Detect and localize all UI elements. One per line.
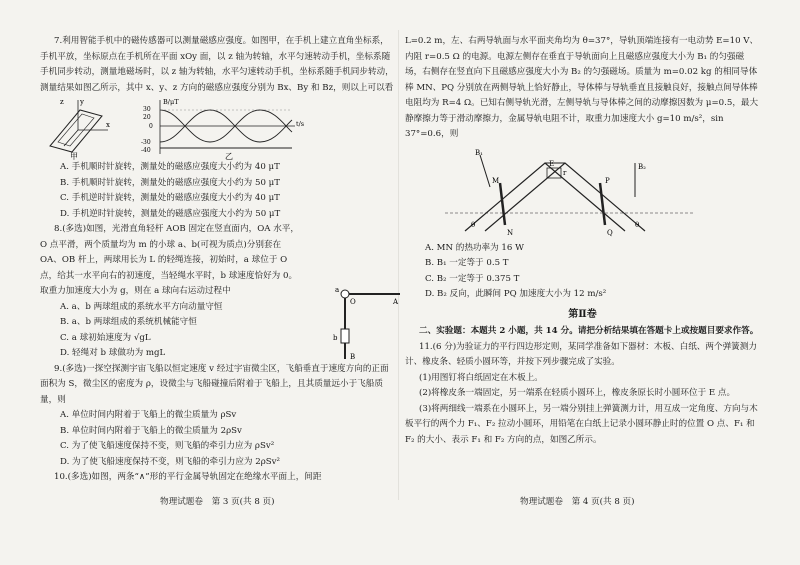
right-page (405, 34, 760, 448)
tick-neg30: -30 (141, 139, 151, 146)
q8-option-c: C. a 球初始速度为 √gL (60, 332, 151, 343)
label-theta-left: θ (471, 220, 476, 229)
fig-label-B: B (350, 353, 356, 361)
svg-text:z: z (60, 98, 64, 106)
q9-option-a: A. 单位时间内附着于飞船上的微尘质量为 ρSv (60, 410, 237, 420)
q8-option-a: A. a、b 两球组成的系统水平方向动量守恒 (60, 301, 223, 312)
q9-option-c: C. 为了使飞船速度保持不变，则飞船的牵引力应为 ρSv² (60, 441, 275, 451)
q9-option-d: D. 为了使飞船速度保持不变，则飞船的牵引力应为 2ρSv² (60, 456, 280, 467)
fig-label-o: O (350, 298, 356, 306)
tick-20: 20 (143, 114, 151, 121)
label-b1: B₁ (475, 148, 483, 157)
q11-para-2: (1)用图钉将白纸固定在木板上。 (419, 372, 543, 383)
label-e: E (549, 159, 555, 168)
label-b2: B₂ (638, 162, 646, 171)
label-m: M (492, 176, 500, 185)
right-footer: 物理试题卷 第 4 页(共 8 页) (520, 497, 635, 507)
q7-figure-svg (40, 96, 340, 160)
tick-neg40: -40 (141, 147, 151, 154)
fig-label-b: b (333, 334, 338, 342)
fig-label-jia: 甲 (70, 152, 78, 160)
tick-30: 30 (143, 106, 151, 113)
q11-para-4: (3)将两细线一端系在小圆环上，另一端分别挂上弹簧测力计，用互成一定角度、方向与木板平行的两个力 F₁、F₂ 拉动小圆环，用铅笔在白纸上记录小圆环静止时的位置 O 点、F₁ 和 F₂ 的大小、表示 F₁ 和 F₂ 方向的点，如图乙所示。 (405, 403, 758, 445)
fig-label-yi: 乙 (225, 152, 233, 160)
left-page (40, 34, 399, 486)
phone-figure (50, 98, 110, 152)
bt-graph (141, 98, 304, 154)
q7-figures (40, 96, 395, 160)
q7-option-b: B. 手机顺时针旋转，测量处的磁感应强度大小约为 50 μT (60, 177, 280, 188)
q8-text: 8.(多选)如图，光滑直角轻杆 AOB 固定在竖直面内，OA 水平，O 点平滑，两个质量均为 m 的小球 a、b(可视为质点)分别套在 OA、OB 杆上，两球用长为 L 的轻绳连接，初始时，a 球位于 O 点，给其一水平向右的初速度，当轻绳水平时，b 球速度恰好为 0。取重力加速度大小为 g，则在 a 球向右运动过程中 (40, 224, 299, 296)
q7-option-a: A. 手机顺时针旋转，测量处的磁感应强度大小约为 40 μT (60, 162, 280, 172)
section-intro: 二、实验题：本题共 2 小题，共 14 分。请把分析结果填在答题卡上或按题目要求作答。 (419, 326, 759, 336)
fig-label-a: a (335, 286, 340, 294)
q8-option-b: B. a、b 两球组成的系统机械能守恒 (60, 317, 197, 327)
q8-option-d: D. 轻绳对 b 球做功为 mgL (60, 348, 166, 358)
page-divider (398, 30, 399, 500)
axis-y-label: B/μT (163, 98, 179, 106)
q9-option-b: B. 单位时间内附着于飞船上的微尘质量为 2ρSv (60, 425, 242, 436)
q7-option-c: C. 手机逆时针旋转，测量处的磁感应强度大小约为 40 μT (60, 193, 280, 203)
q10-start: 10.(多选)如图，两条“∧”形的平行金属导轨固定在绝缘水平面上，间距 (54, 472, 322, 482)
q11-para-3: (2)将橡皮条一端固定，另一端系在轻质小圆环上，橡皮条原长时小圆环位于 E 点。 (419, 388, 736, 398)
q11-para-1: 11.(6 分)为验证力的平行四边形定则，某同学准备如下器材：木板、白纸、两个弹簧测力计、橡皮条、轻质小圆环等，并按下列步骤完成了实验。 (405, 341, 757, 367)
q10-option-d: D. B₂ 反向，此瞬间 PQ 加速度大小为 12 m/s² (425, 289, 607, 299)
svg-text:y: y (80, 98, 84, 106)
q10-option-b: B. B₁ 一定等于 0.5 T (425, 258, 509, 268)
q10-option-c: C. B₂ 一定等于 0.375 T (425, 273, 520, 284)
q7-text: 7.利用智能手机中的磁传感器可以测量磁感应强度。如图甲，在手机上建立直角坐标系，手机平放，坐标原点在手机所在平面 xOy 面，以 z 轴为转轴，水平匀速转动手机，坐标系随手机同步转动，测量地磁场时，以 z 轴为转轴，水平匀速转动手机，坐标系随手机同步转动，测量结果如图乙所示，其中 x、y、z 方向的磁感应强度分别为 Bx、By 和 Bz，则以上可以看 (40, 36, 394, 93)
label-r: r (563, 168, 567, 177)
q10-option-a: A. MN 的热功率为 16 W (425, 242, 524, 253)
rails-figure-svg (445, 143, 705, 241)
axis-t-label: t/s (296, 120, 305, 128)
label-theta-right: θ (635, 220, 640, 229)
fig-label-A: A (393, 298, 399, 306)
svg-text:x: x (106, 121, 110, 129)
label-p: P (605, 176, 610, 185)
q10-continued: L=0.2 m，左、右两导轨面与水平面夹角均为 θ=37°，导轨顶端连接有一电动势 E=10 V、内阻 r=0.5 Ω 的电源。电源左侧存在垂直于导轨面向上且磁感应强度大小为 B₁ 的匀强磁场，右侧存在竖直向下且磁感应强度大小为 B₂ 的匀强磁场。质量为 m=0.02 kg 的相同导体棒 MN、PQ 分别放在两侧导轨上恰好静止，导体棒与导轨垂直且接触良好，接触点间导体棒电阻均为 R=4 Ω。已知右侧导轨光滑，左侧导轨与导体棒之间的动摩擦因数为 μ=0.5，最大静摩擦力等于滑动摩擦力，金属导轨电阻不计，取重力加速度大小 g=10 m/s²，sin 37°=0.6，则 (405, 36, 759, 139)
section-title: 第Ⅱ卷 (568, 308, 597, 320)
q8-figure (315, 284, 405, 364)
q10-figure (405, 143, 760, 241)
label-q: Q (607, 228, 613, 237)
tick-0: 0 (149, 123, 153, 130)
q9-text: 9.(多选)一探空探测宇宙飞船以恒定速度 v 经过宇宙微尘区，飞船垂直于速度方向的正面面积为 S，微尘区的密度为 ρ，设微尘与飞船碰撞后附着于飞船上，且其质量远小于飞船质量，则 (40, 363, 389, 405)
label-n: N (507, 228, 514, 237)
left-footer: 物理试题卷 第 3 页(共 8 页) (160, 497, 275, 507)
q7-option-d: D. 手机逆时针旋转，测量处的磁感应强度大小约为 50 μT (60, 208, 281, 219)
